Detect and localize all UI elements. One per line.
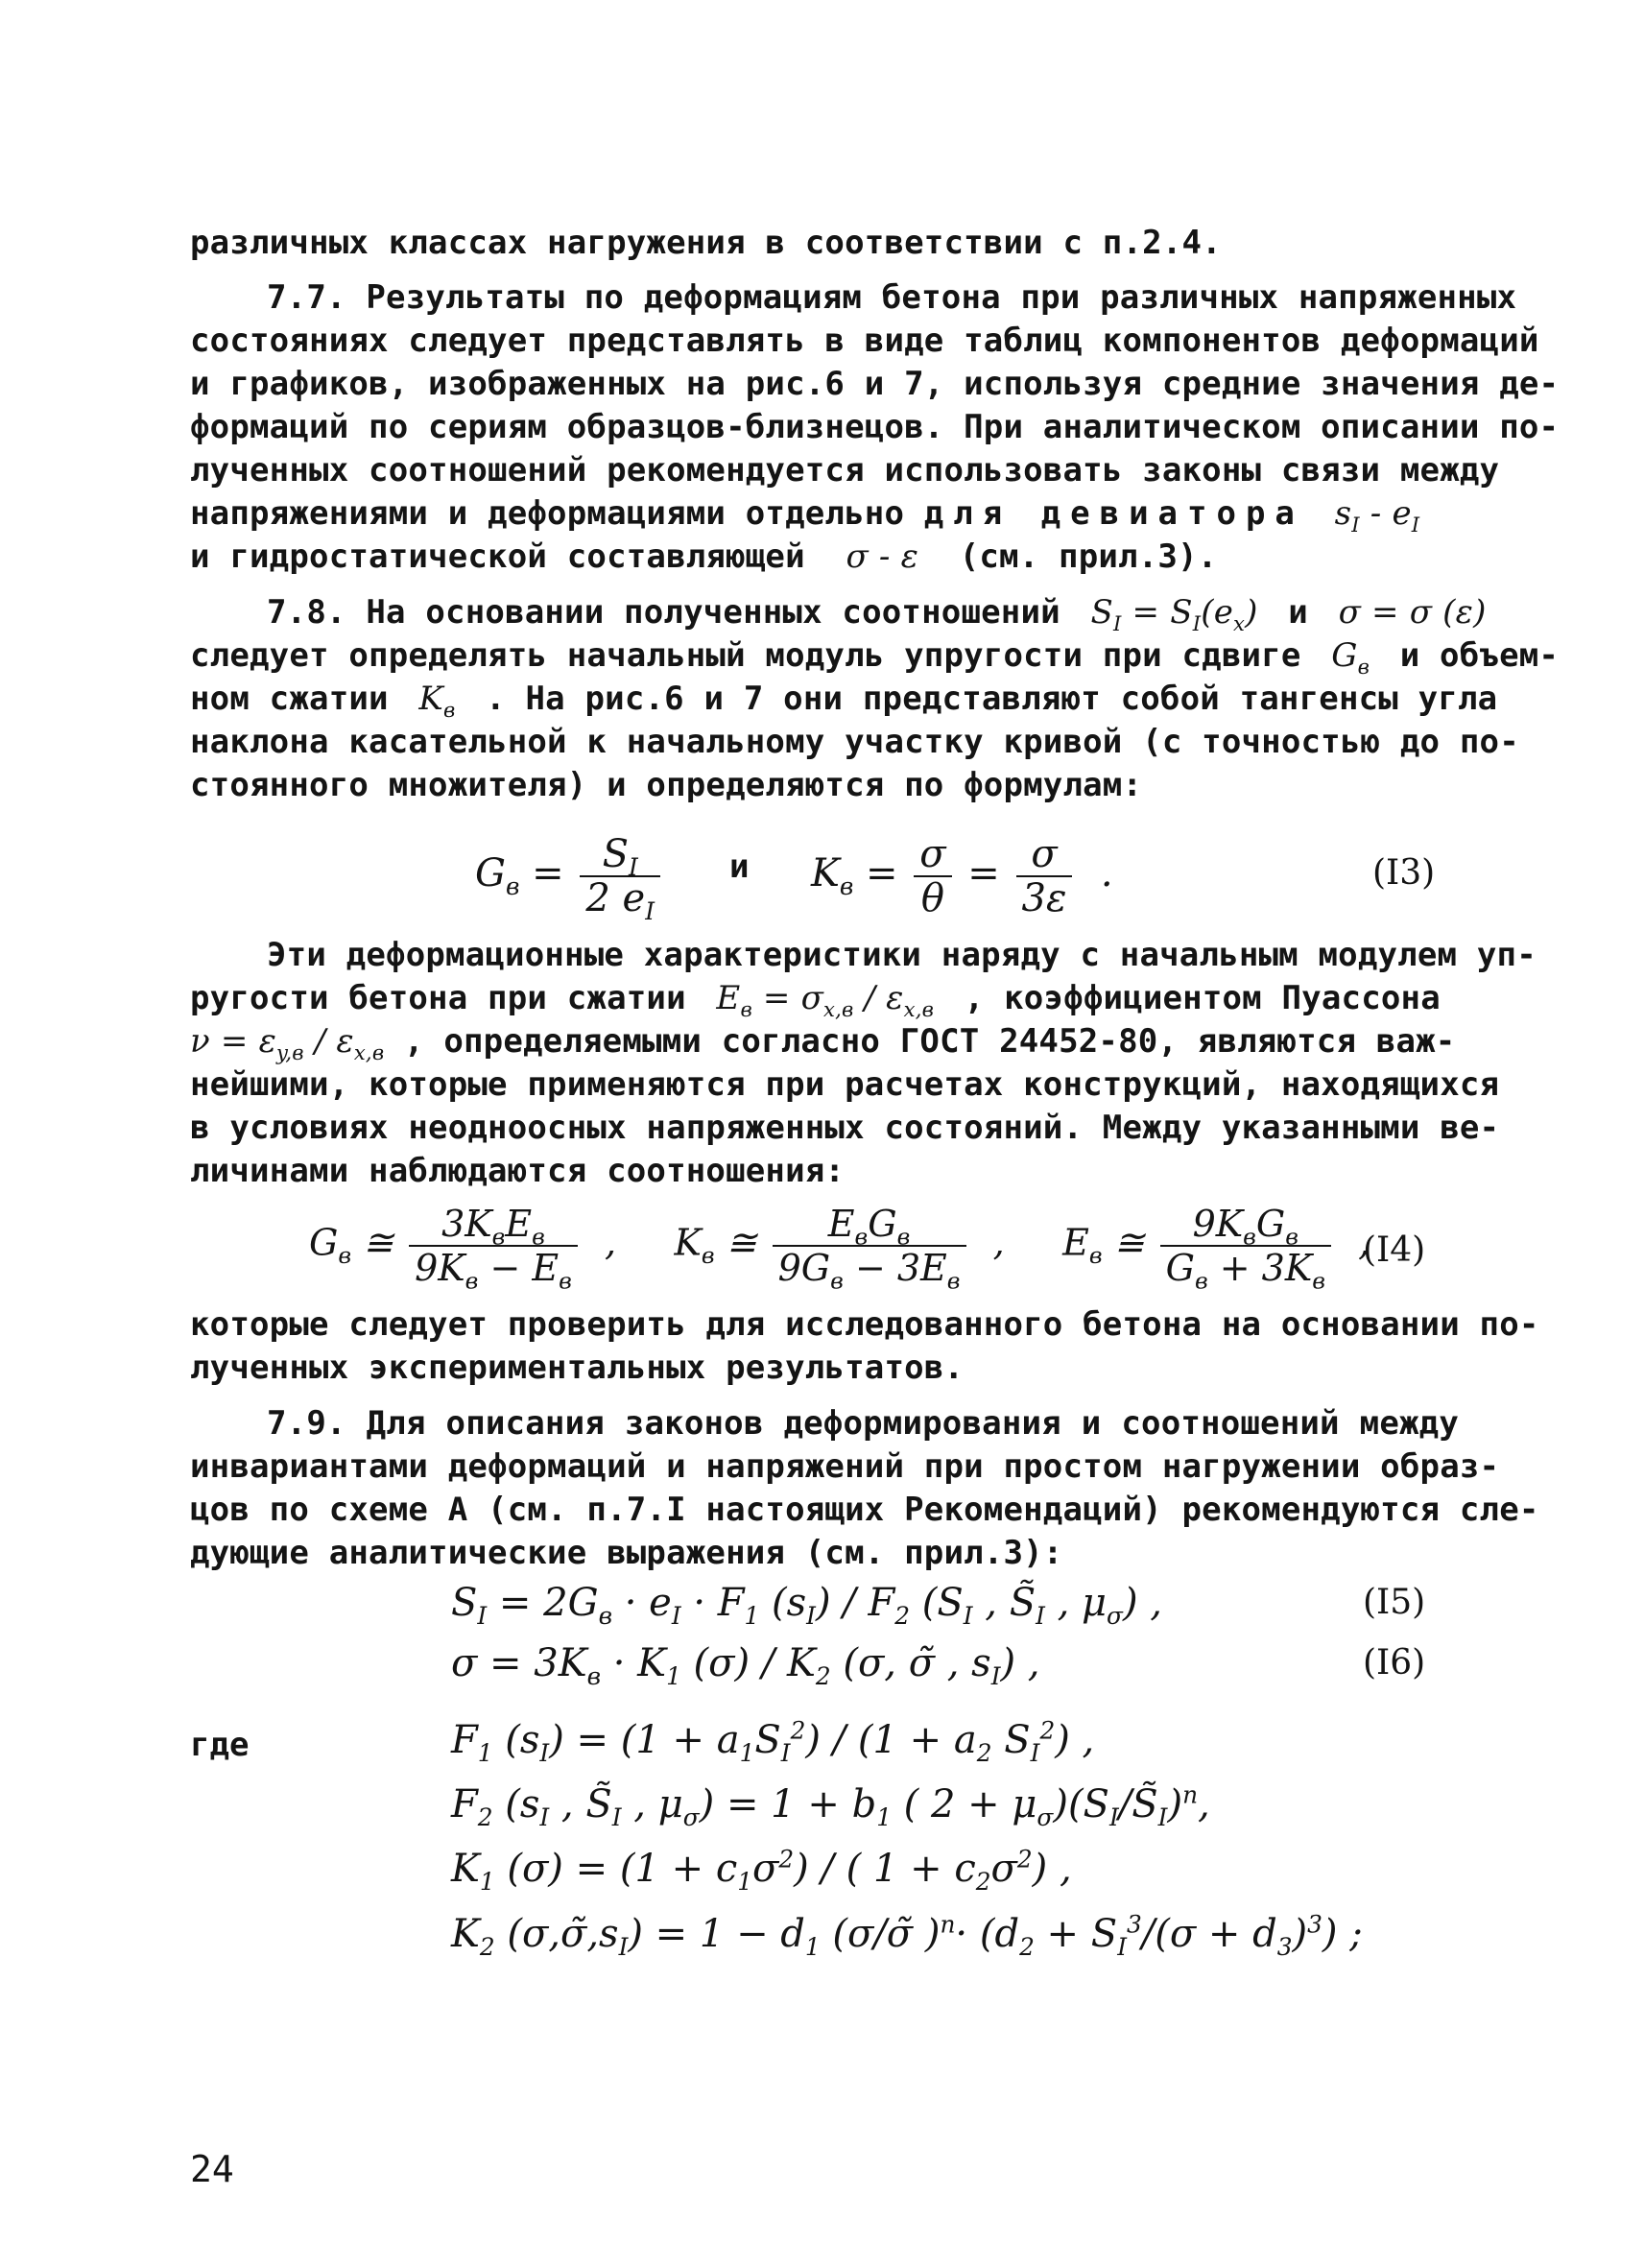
fraction: $\frac{\sigma}{3\varepsilon}$ bbox=[1016, 835, 1073, 918]
text-line: личинами наблюдаются соотношения: bbox=[190, 1152, 846, 1190]
equation-number: (I4) bbox=[1363, 1230, 1426, 1270]
text-line bbox=[190, 1019, 1459, 1063]
page-number: 24 bbox=[190, 2148, 234, 2190]
fraction: $\frac{E_вG_в}{9G_в - 3E_в}$ bbox=[773, 1205, 966, 1287]
text-line: лученных соотношений рекомендуется использовать законы связи между bbox=[190, 451, 1500, 489]
text-line: состояниях следует представлять в виде таблиц компонентов деформаций bbox=[190, 322, 1539, 360]
text-fragment: (см. прил.3). bbox=[959, 537, 1218, 576]
equation-F1: $F_1$ $(s_I) = (1 + a_1S_I^2) / (1 + a_2$ $S_I^2$) , bbox=[451, 1716, 1095, 1767]
text-fragment: , коэффициентом Пуассона bbox=[964, 979, 1441, 1017]
equation-number: (I3) bbox=[1372, 853, 1436, 893]
math-inline: $K_в$ bbox=[408, 680, 456, 722]
text-line: и графиков, изображенных на рис.6 и 7, используя средние значения де- bbox=[190, 365, 1560, 403]
math-inline: $E_в = \sigma_{x,в} / \varepsilon_{x,в}$ bbox=[705, 979, 935, 1021]
equation-K1: $K_1$ $(\sigma) = (1 + c_1\sigma^2)$ / ( $1 + c_2\sigma^2$) , bbox=[451, 1845, 1072, 1896]
fraction: $\frac{3K_вE_в}{9K_в - E_в}$ bbox=[409, 1205, 578, 1287]
math-inline: $S_I = S_I(e_x)$ bbox=[1080, 593, 1269, 635]
equation-14: $G_в$ ≅ $\frac{3K_вE_в}{9K_в - E_в}$ , $K_в$ ≅ $\frac{E_вG_в}{9G_в - 3E_в}$ , $E_в$ ≅ $\frac{9K_вG_в}{G_в + 3K_в}$ , bbox=[309, 1203, 1370, 1295]
equation-conjunction: и bbox=[729, 848, 750, 886]
text-line: Эти деформационные характеристики наряду с начальным модулем уп- bbox=[267, 936, 1537, 974]
text-fragment: и bbox=[1288, 593, 1308, 632]
math-inline: σ - ε bbox=[824, 537, 941, 576]
text-line: 7.9. Для описания законов деформирования и соотношений между bbox=[267, 1404, 1459, 1443]
fraction: $\frac{S_I}{2 e_I}$ bbox=[580, 835, 660, 918]
text-fragment: 7.8. На основании полученных соотношений bbox=[267, 593, 1060, 632]
text-line: различных классах нагружения в соответствии с п.2.4. bbox=[190, 224, 1222, 262]
fraction: $\frac{9K_вG_в}{G_в + 3K_в}$ bbox=[1160, 1205, 1331, 1287]
equation-F2: $F_2$ ($s_I$ , $S̃_I$ , $\mu_\sigma) = 1 + b_1$ ( $2 + \mu_\sigma)(S_I/S̃_I)^n$, bbox=[451, 1780, 1210, 1831]
fraction: $\frac{\sigma}{\theta}$ bbox=[914, 835, 951, 918]
math-inline: $G_в$ bbox=[1321, 636, 1370, 679]
text-line: формаций по сериям образцов-близнецов. При аналитическом описании по- bbox=[190, 408, 1560, 446]
math-inline: $\nu = \varepsilon_{y,в} / \varepsilon_{x,в}$ bbox=[190, 1022, 385, 1064]
text-line bbox=[190, 677, 1498, 722]
text-fragment: следует определять начальный модуль упругости при сдвиге bbox=[190, 636, 1301, 675]
text-fragment: и гидростатической составляющей bbox=[190, 537, 805, 576]
math-inline: $s_I - e_I$ bbox=[1323, 494, 1420, 537]
text-line: в условиях неодноосных напряженных состояний. Между указанными ве- bbox=[190, 1109, 1500, 1147]
text-line: лученных экспериментальных результатов. bbox=[190, 1349, 965, 1387]
text-line: дующие аналитические выражения (см. прил.3): bbox=[190, 1534, 1063, 1572]
equation-13: $G_в$ = $\frac{S_I}{2 e_I}$ bbox=[475, 835, 664, 918]
equation-15: $S_I = 2G_в \cdot e_I \cdot F_1$ $(s_I) / F_2$ ($S_I$ , $S̃_I$ , $\mu_\sigma$) , bbox=[451, 1581, 1163, 1630]
equation-16: $\sigma = 3K_в \cdot K_1$ $(\sigma) / K_2$ (σ, σ̃ , $s_I$) , bbox=[451, 1641, 1040, 1690]
text-line: 7.7. Результаты по деформациям бетона при различных напряженных bbox=[267, 278, 1517, 317]
equation-number: (I5) bbox=[1363, 1583, 1426, 1622]
math-inline: σ = σ (ε) bbox=[1327, 593, 1487, 632]
where-label: где bbox=[190, 1726, 250, 1764]
text-line: которые следует проверить для исследованного бетона на основании по- bbox=[190, 1305, 1539, 1344]
equation-13-part2: $K_в$ = $\frac{\sigma}{\theta}$ = $\frac{\sigma}{3\varepsilon}$ . bbox=[811, 832, 1113, 920]
text-fragment-spaced: для девиатора bbox=[923, 494, 1304, 533]
equation-K2: $K_2$ $(\sigma,\sigmã,s_I) = 1 - d_1$ (σ/σ̃ )$^n\cdot (d_2 + S_I^3/(\sigma + d_3)^3)$ ; bbox=[451, 1910, 1363, 1961]
text-fragment: ругости бетона при сжатии bbox=[190, 979, 686, 1017]
text-line: наклона касательной к начальному участку кривой (с точностью до по- bbox=[190, 723, 1519, 761]
text-line: инвариантами деформаций и напряжений при простом нагружении образ- bbox=[190, 1447, 1500, 1486]
text-line bbox=[190, 976, 1459, 1020]
text-line: стоянного множителя) и определяются по формулам: bbox=[190, 766, 1143, 804]
text-fragment: и объем- bbox=[1399, 636, 1560, 675]
text-line bbox=[190, 535, 1459, 579]
text-fragment: напряжениями и деформациями отдельно bbox=[190, 494, 905, 533]
text-line bbox=[190, 633, 1560, 679]
text-fragment: ном сжатии bbox=[190, 680, 389, 718]
text-line bbox=[190, 491, 1459, 536]
text-fragment: , определяемыми согласно ГОСТ 24452-80, являются важ- bbox=[403, 1022, 1456, 1061]
text-line: цов по схеме А (см. п.7.I настоящих Рекомендаций) рекомендуются сле- bbox=[190, 1491, 1539, 1529]
equation-number: (I6) bbox=[1363, 1643, 1426, 1683]
text-fragment: . На рис.6 и 7 они представляют собой тангенсы угла bbox=[486, 680, 1498, 718]
text-line: нейшими, которые применяются при расчетах конструкций, находящихся bbox=[190, 1065, 1500, 1104]
text-line bbox=[267, 590, 1487, 635]
